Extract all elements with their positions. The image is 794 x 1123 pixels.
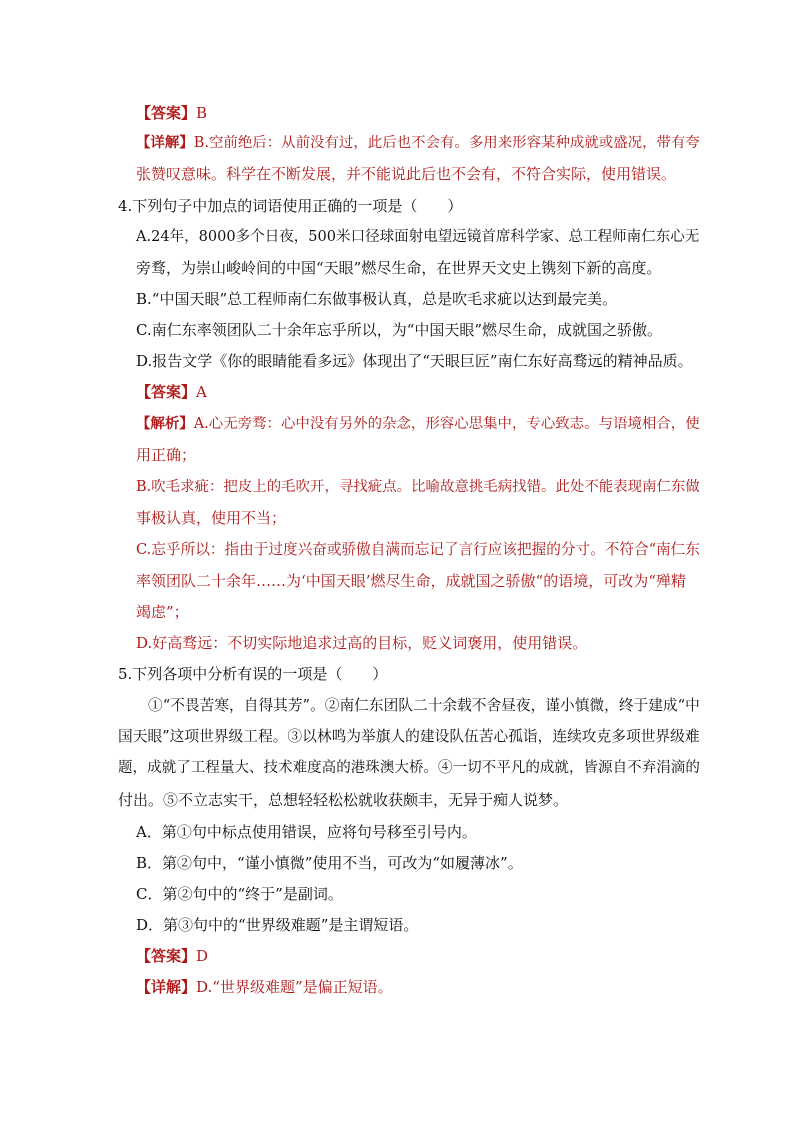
q4-analysis-d: D.好高骛远：不切实际地追求过高的目标，贬义词褒用，使用错误。 [136, 634, 588, 652]
q4-stem: 4.下列句子中加点的词语使用正确的一项是（ ） [118, 197, 463, 215]
q4-analysis-a-line-2: 用正确； [136, 446, 197, 464]
q5-passage-line-3: 题，成就了工程量大、技术难度高的港珠澳大桥。④一切不平凡的成就，皆源自不弃涓滴的 [118, 759, 700, 776]
q4-analysis-c-line-3: 竭虑”； [136, 603, 189, 621]
answer-value: D [196, 947, 209, 965]
answer-value: A [196, 383, 207, 401]
answer-tag: 【答案】 [136, 104, 197, 122]
answer-value: B [196, 104, 208, 122]
q5-passage-line-1: ①“不畏苦寒，自得其芳”。②南仁东团队二十余载不舍昼夜，谨小慎微，终于建成“中 [148, 697, 700, 714]
detail-text: D.“世界级难题”是偏正短语。 [196, 978, 393, 996]
q4-answer [136, 382, 207, 402]
q4-option-b: B.“中国天眼”总工程师南仁东做事极认真，总是吹毛求疵以达到最完美。 [136, 290, 618, 308]
q5-option-d: D．第③句中的“世界级难题”是主谓短语。 [136, 916, 419, 934]
q4-option-a-line-1: A.24年，8000多个日夜，500米口径球面射电望远镜首席科学家、总工程师南仁东心无 [136, 229, 700, 245]
q3-detail-line-1 [136, 133, 700, 153]
answer-tag: 【答案】 [136, 383, 197, 401]
q4-option-d: D.报告文学《你的眼睛能看多远》体现出了“天眼巨匠”南仁东好高骛远的精神品质。 [136, 352, 693, 370]
q4-analysis-a-line-1 [136, 414, 700, 434]
q4-option-c: C.南仁东率领团队二十余年忘乎所以，为“中国天眼”燃尽生命，成就国之骄傲。 [136, 321, 663, 339]
q5-stem: 5.下列各项中分析有误的一项是（ ） [118, 665, 388, 683]
q5-passage-line-4: 付出。⑤不立志实干，总想轻轻松松就收获颇丰，无异于痴人说梦。 [118, 791, 569, 809]
q5-option-c: C．第②句中的“终于”是副词。 [136, 885, 343, 903]
answer-tag: 【答案】 [136, 947, 197, 965]
q3-answer [136, 103, 207, 123]
q5-passage-line-2: 国天眼”这项世界级工程。③以林鸣为举旗人的建设队伍苦心孤诣，连续攻克多项世界级难 [118, 728, 700, 745]
detail-text: B.空前绝后：从前没有过，此后也不会有。多用来形容某种成就或盛况，带有夸 [193, 135, 700, 151]
q5-option-b: B．第②句中，“谨小慎微”使用不当，可改为“如履薄冰”。 [136, 854, 523, 872]
analysis-tag: 【解析】 [136, 415, 194, 432]
q4-option-a-line-2: 旁骛，为崇山峻岭间的中国“天眼”燃尽生命，在世界天文史上镌刻下新的高度。 [136, 259, 662, 277]
detail-tag: 【详解】 [136, 134, 194, 151]
q3-detail-line-2: 张赞叹意味。科学在不断发展，并不能说此后也不会有，不符合实际，使用错误。 [136, 165, 677, 183]
detail-tag: 【详解】 [136, 978, 197, 996]
analysis-text: A.心无旁骛：心中没有另外的杂念，形容心思集中，专心致志。与语境相合，使 [193, 416, 700, 432]
q4-analysis-b-line-1: B.吹毛求疵：把皮上的毛吹开，寻找疵点。比喻故意挑毛病找错。此处不能表现南仁东做 [136, 479, 700, 495]
q5-option-a: A．第①句中标点使用错误，应将句号移至引号内。 [136, 823, 477, 841]
q4-analysis-b-line-2: 事极认真，使用不当； [136, 509, 287, 527]
q5-detail [136, 977, 393, 997]
q5-answer [136, 946, 208, 966]
q4-analysis-c-line-1: C.忘乎所以：指由于过度兴奋或骄傲自满而忘记了言行应该把握的分寸。不符合“南仁东 [136, 541, 700, 558]
q4-analysis-c-line-2: 率领团队二十余年……为‘中国天眼’燃尽生命，成就国之骄傲“的语境，可改为“殚精 [136, 572, 686, 590]
